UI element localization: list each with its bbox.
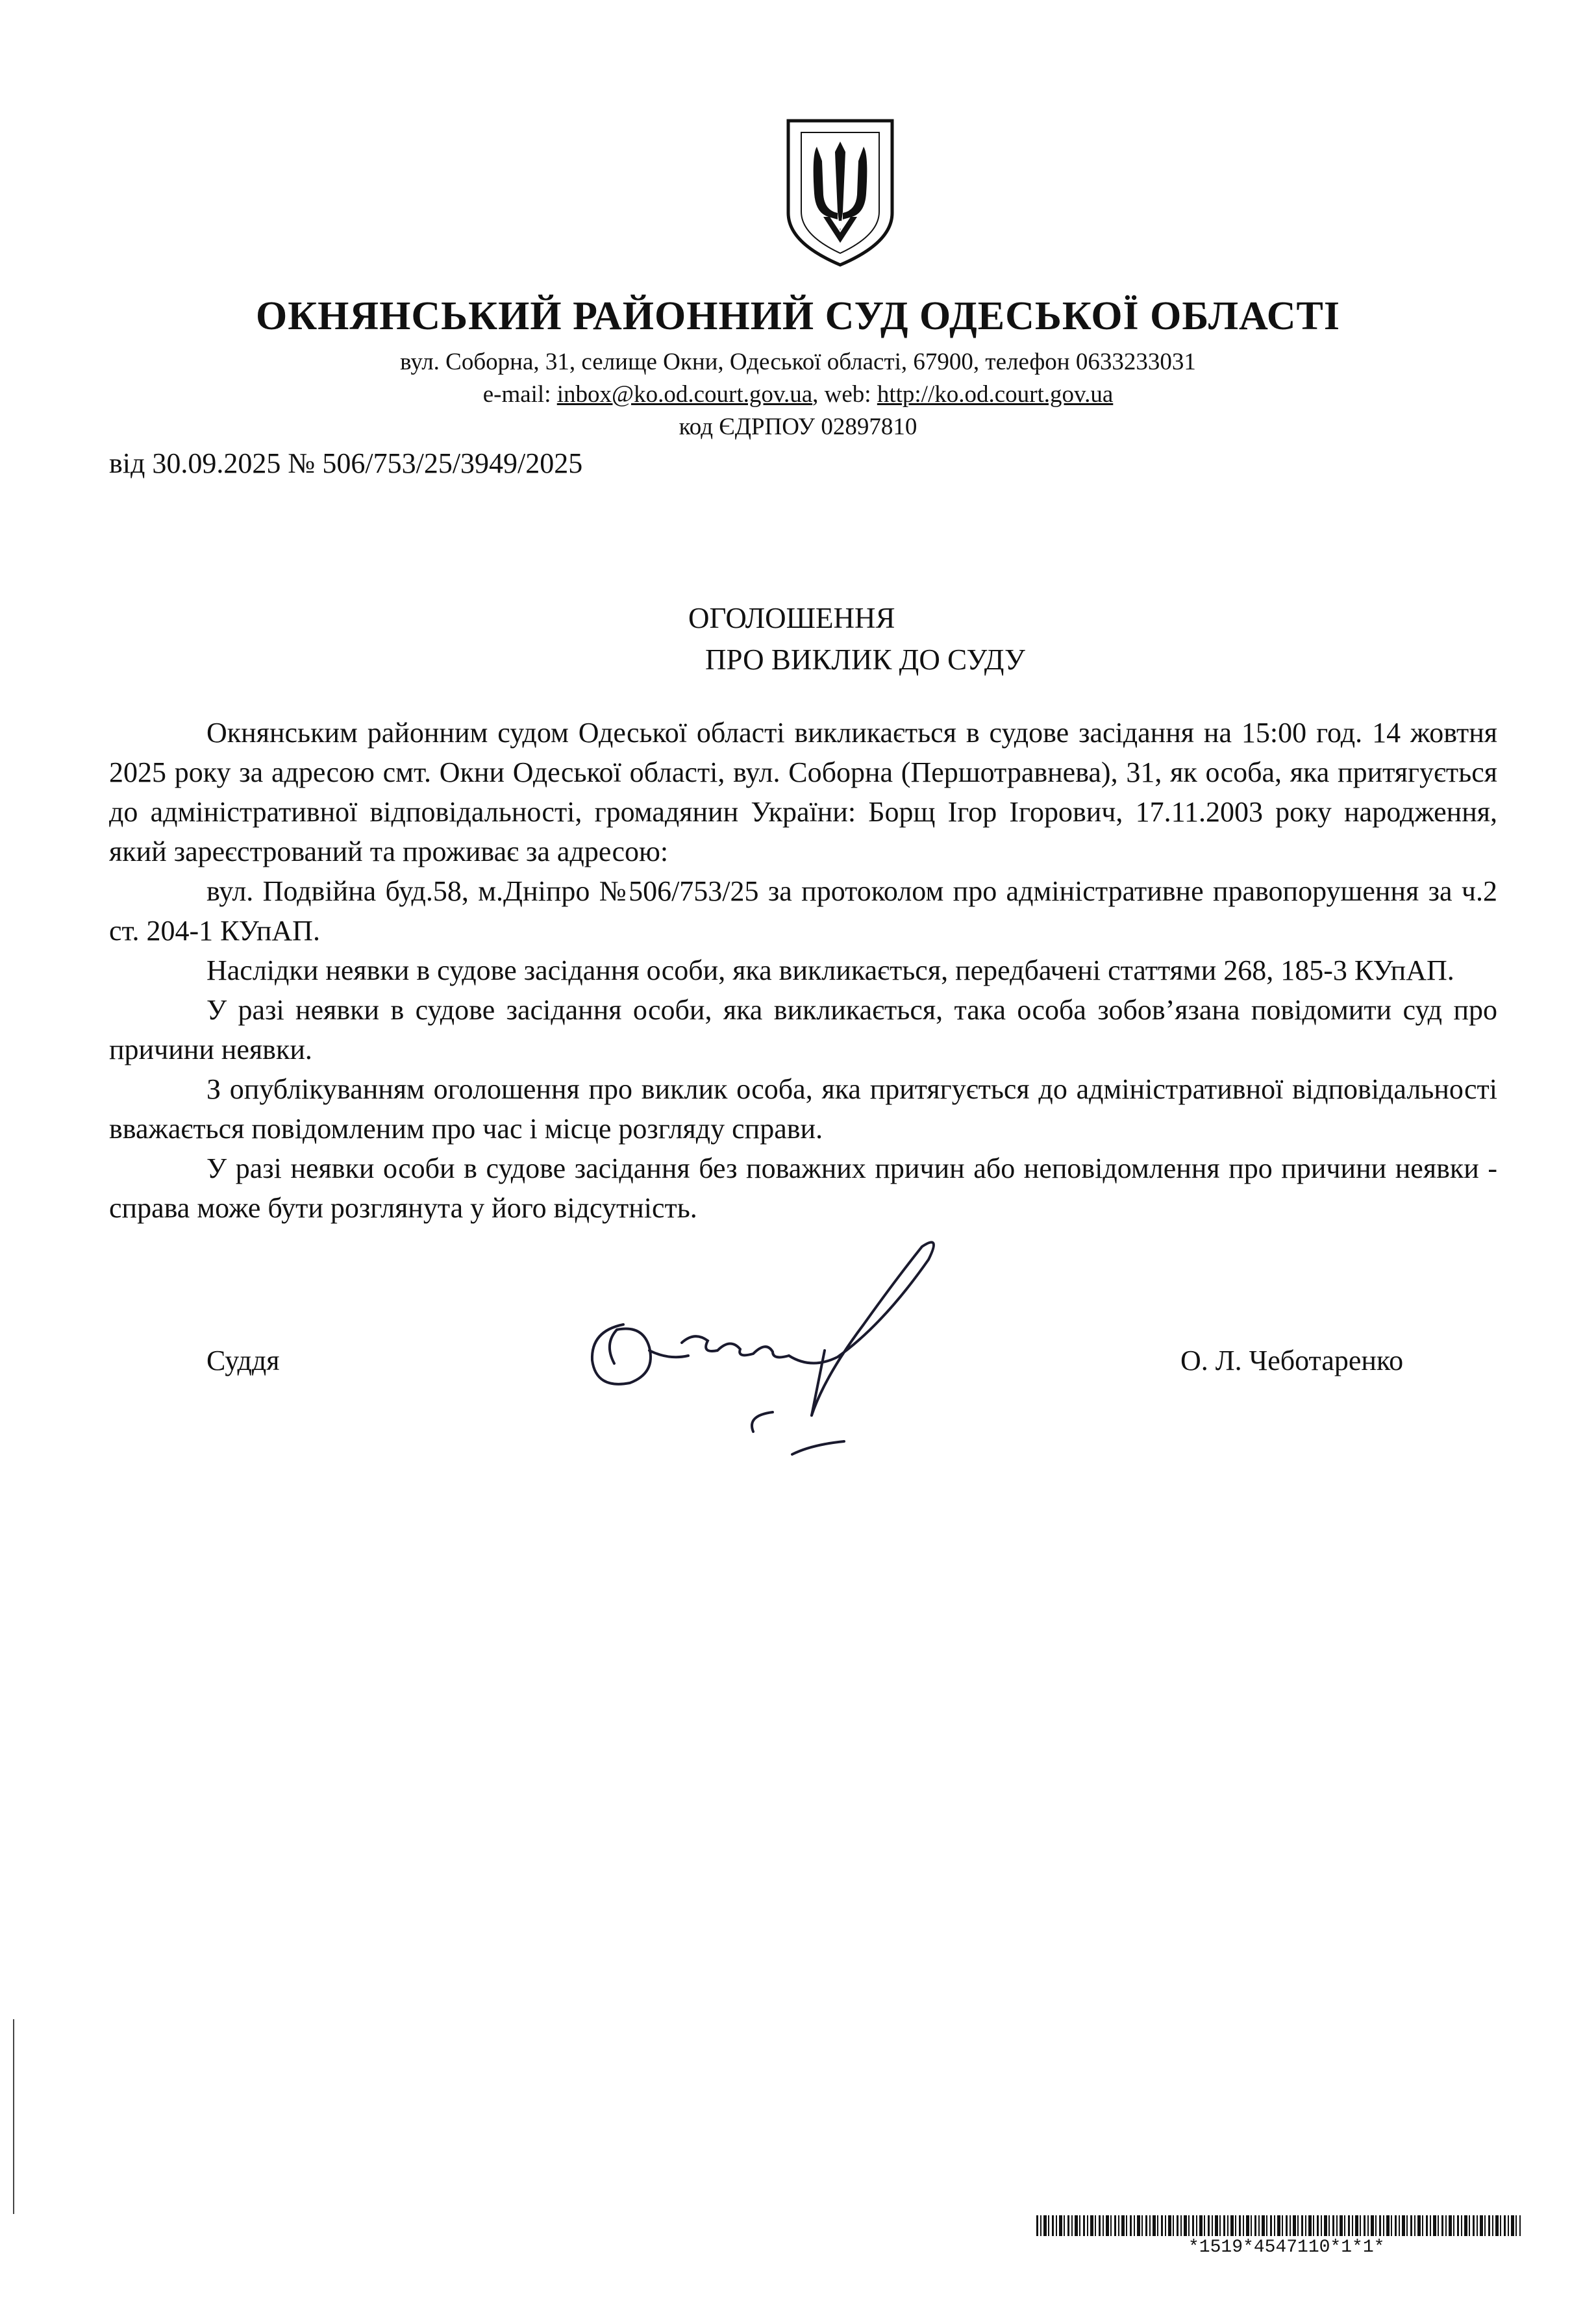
document-barcode <box>1036 2215 1521 2236</box>
announcement-subtitle: ПРО ВИКЛИК ДО СУДУ <box>705 643 1025 676</box>
court-address: вул. Соборна, 31, селище Окни, Одеської області, 67900, телефон 0633233031 <box>400 349 1196 375</box>
email-label: e-mail: <box>482 381 557 408</box>
paragraph-absence: У разі неявки особи в судове засідання без поважних причин або неповідомлення про причини неявки - справа може бути розглянута у його відсутність. <box>109 1152 1497 1224</box>
announcement-title: ОГОЛОШЕННЯ <box>688 602 895 634</box>
paragraph-summons: Окнянським районним судом Одеської області викликається в судове засідання на 15:00 год. 14 жовтня 2025 року за адресою смт. Окни Одеської області, вул. Соборна (Першотравнева), 31, як особа, яка притягується до адміністративної відповідальності, громадянин України: Борщ Ігор Ігорович, 17.11.2003 року народження, який зареєстрований та проживає за адресою: <box>109 717 1497 867</box>
paragraph-notify: У разі неявки в судове засідання особи, яка викликається, така особа зобов’язана повідомити суд про причини неявки. <box>109 994 1497 1065</box>
court-name: ОКНЯНСЬКИЙ РАЙОННИЙ СУД ОДЕСЬКОЇ ОБЛАСТІ <box>256 294 1340 338</box>
trident-emblem-icon <box>783 116 897 270</box>
web-label: , web: <box>812 381 877 408</box>
court-contacts <box>0 380 1596 408</box>
edrpou-code: код ЄДРПОУ 02897810 <box>679 414 917 440</box>
judge-label: Суддя <box>206 1345 280 1376</box>
paragraph-address-protocol: вул. Подвійна буд.58, м.Дніпро №506/753/25 за протоколом про адміністративне правопорушення за ч.2 ст. 204-1 КУпАП. <box>109 875 1497 947</box>
handwritten-signature <box>578 1221 1071 1467</box>
email-link[interactable]: inbox@ko.od.court.gov.ua <box>556 381 813 408</box>
paragraph-consequences: Наслідки неявки в судове засідання особи, яка викликається, передбачені статтями 268, 185-3 КУпАП. <box>206 954 1454 986</box>
scan-edge-line <box>13 2019 14 2214</box>
barcode-number: *1519*4547110*1*1* <box>1188 2237 1385 2257</box>
paragraph-publication: З опублікуванням оголошення про виклик особа, яка притягується до адміністративної відповідальності вважається повідомленим про час і місце розгляду справи. <box>109 1073 1497 1145</box>
announcement-body <box>109 713 1497 1228</box>
judge-name: О. Л. Чеботаренко <box>1180 1345 1404 1376</box>
web-link[interactable]: http://ko.od.court.gov.ua <box>877 381 1114 408</box>
document-reference: від 30.09.2025 № 506/753/25/3949/2025 <box>109 447 583 479</box>
